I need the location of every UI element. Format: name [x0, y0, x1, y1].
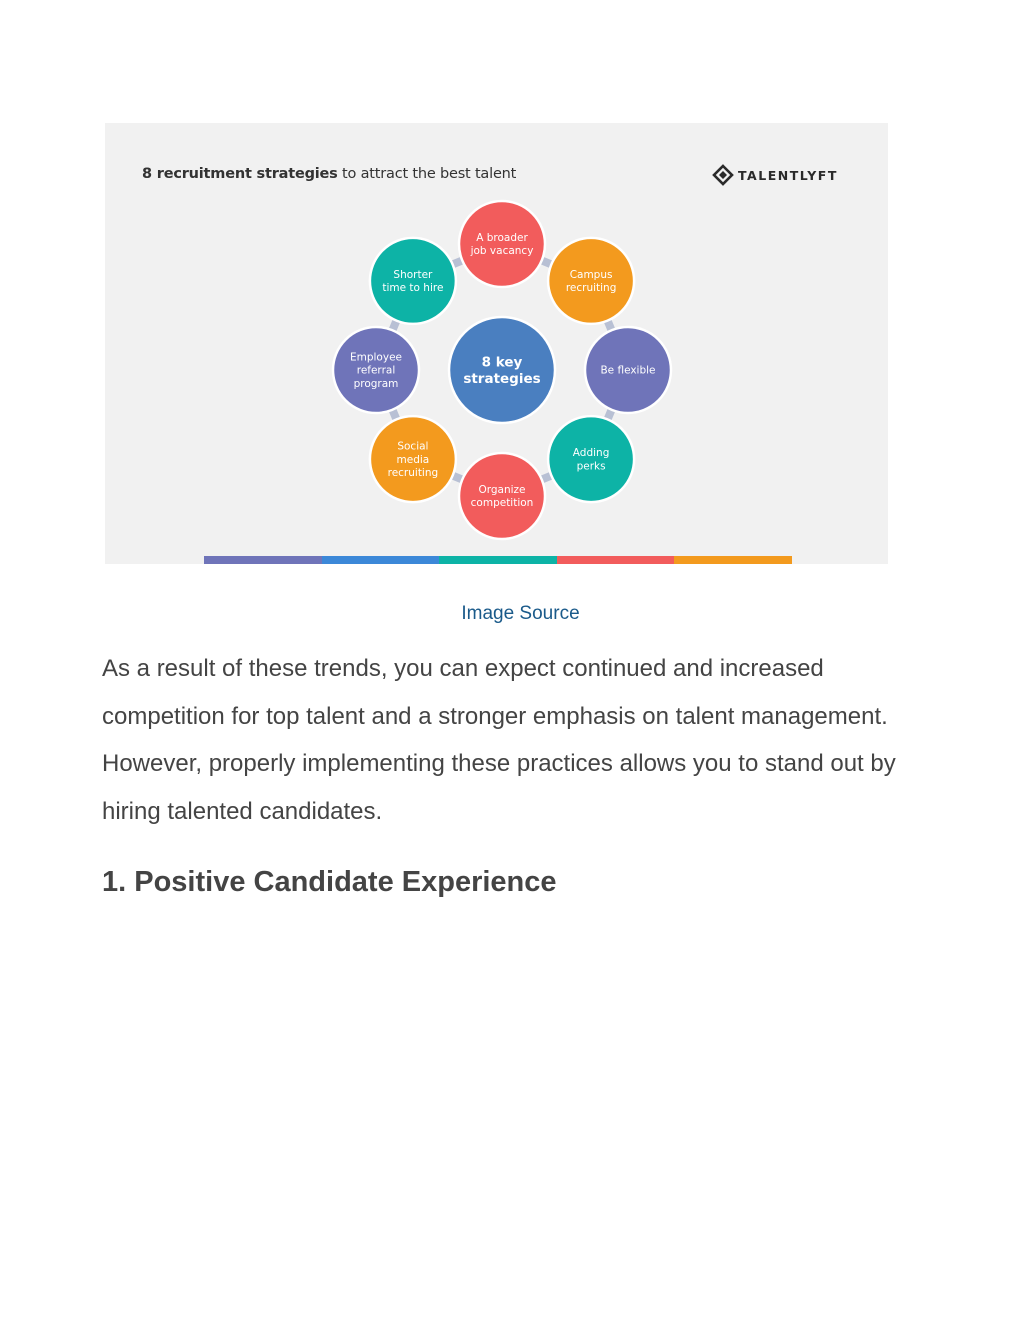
- strategy-node-label: Shorter: [393, 269, 433, 282]
- image-source-link[interactable]: Image Source: [461, 603, 580, 624]
- center-node: [449, 317, 555, 423]
- strategy-node-label: Adding: [572, 447, 610, 460]
- center-node-label: strategies: [463, 371, 541, 388]
- stripe-segment: [204, 556, 322, 564]
- strategy-node: [459, 453, 545, 539]
- strategy-node-label: time to hire: [382, 282, 444, 295]
- strategy-node-label: Social: [397, 440, 429, 453]
- strategies-diagram: [105, 123, 888, 564]
- strategy-node: [585, 327, 671, 413]
- body-paragraph: As a result of these trends, you can expect continued and increased competition for top talent and a stronger emphasis on talent management. However, properly implementing these practices allows you to stand out by hiring talented candidates.: [102, 655, 896, 825]
- strategy-node-label: recruiting: [387, 466, 439, 479]
- strategy-node-label: referral: [356, 364, 396, 377]
- stripe-segment: [322, 556, 440, 564]
- strategy-node-label: job vacancy: [470, 245, 534, 258]
- strategy-node-label: perks: [576, 460, 606, 473]
- strategy-node-label: A broader: [476, 232, 528, 245]
- strategy-node: [370, 416, 456, 502]
- stripe-segment: [674, 556, 792, 564]
- strategy-node-label: competition: [470, 497, 534, 510]
- strategy-node-label: Campus: [569, 269, 613, 282]
- talentlyft-logo-text: TALENTLYFT: [738, 167, 838, 183]
- infographic-title-rest: to attract the best talent: [337, 166, 517, 182]
- strategy-node-label: recruiting: [565, 282, 617, 295]
- strategy-node-label: Employee: [349, 351, 403, 364]
- strategy-node: [459, 201, 545, 287]
- strategy-node: [548, 416, 634, 502]
- infographic-title-bold: 8 recruitment strategies: [142, 166, 338, 182]
- strategies-infographic: [105, 123, 888, 564]
- strategy-node-label: Be flexible: [600, 364, 656, 377]
- strategy-node-label: media: [396, 453, 430, 466]
- stripe-segment: [439, 556, 557, 564]
- strategy-node: [370, 238, 456, 324]
- stripe-segment: [557, 556, 675, 564]
- center-node-label: 8 key: [481, 354, 523, 371]
- strategy-node: [548, 238, 634, 324]
- strategy-node: [333, 327, 419, 413]
- strategy-node-label: Organize: [478, 484, 526, 497]
- section-heading: 1. Positive Candidate Experience: [102, 866, 557, 898]
- strategy-node-label: program: [353, 377, 399, 390]
